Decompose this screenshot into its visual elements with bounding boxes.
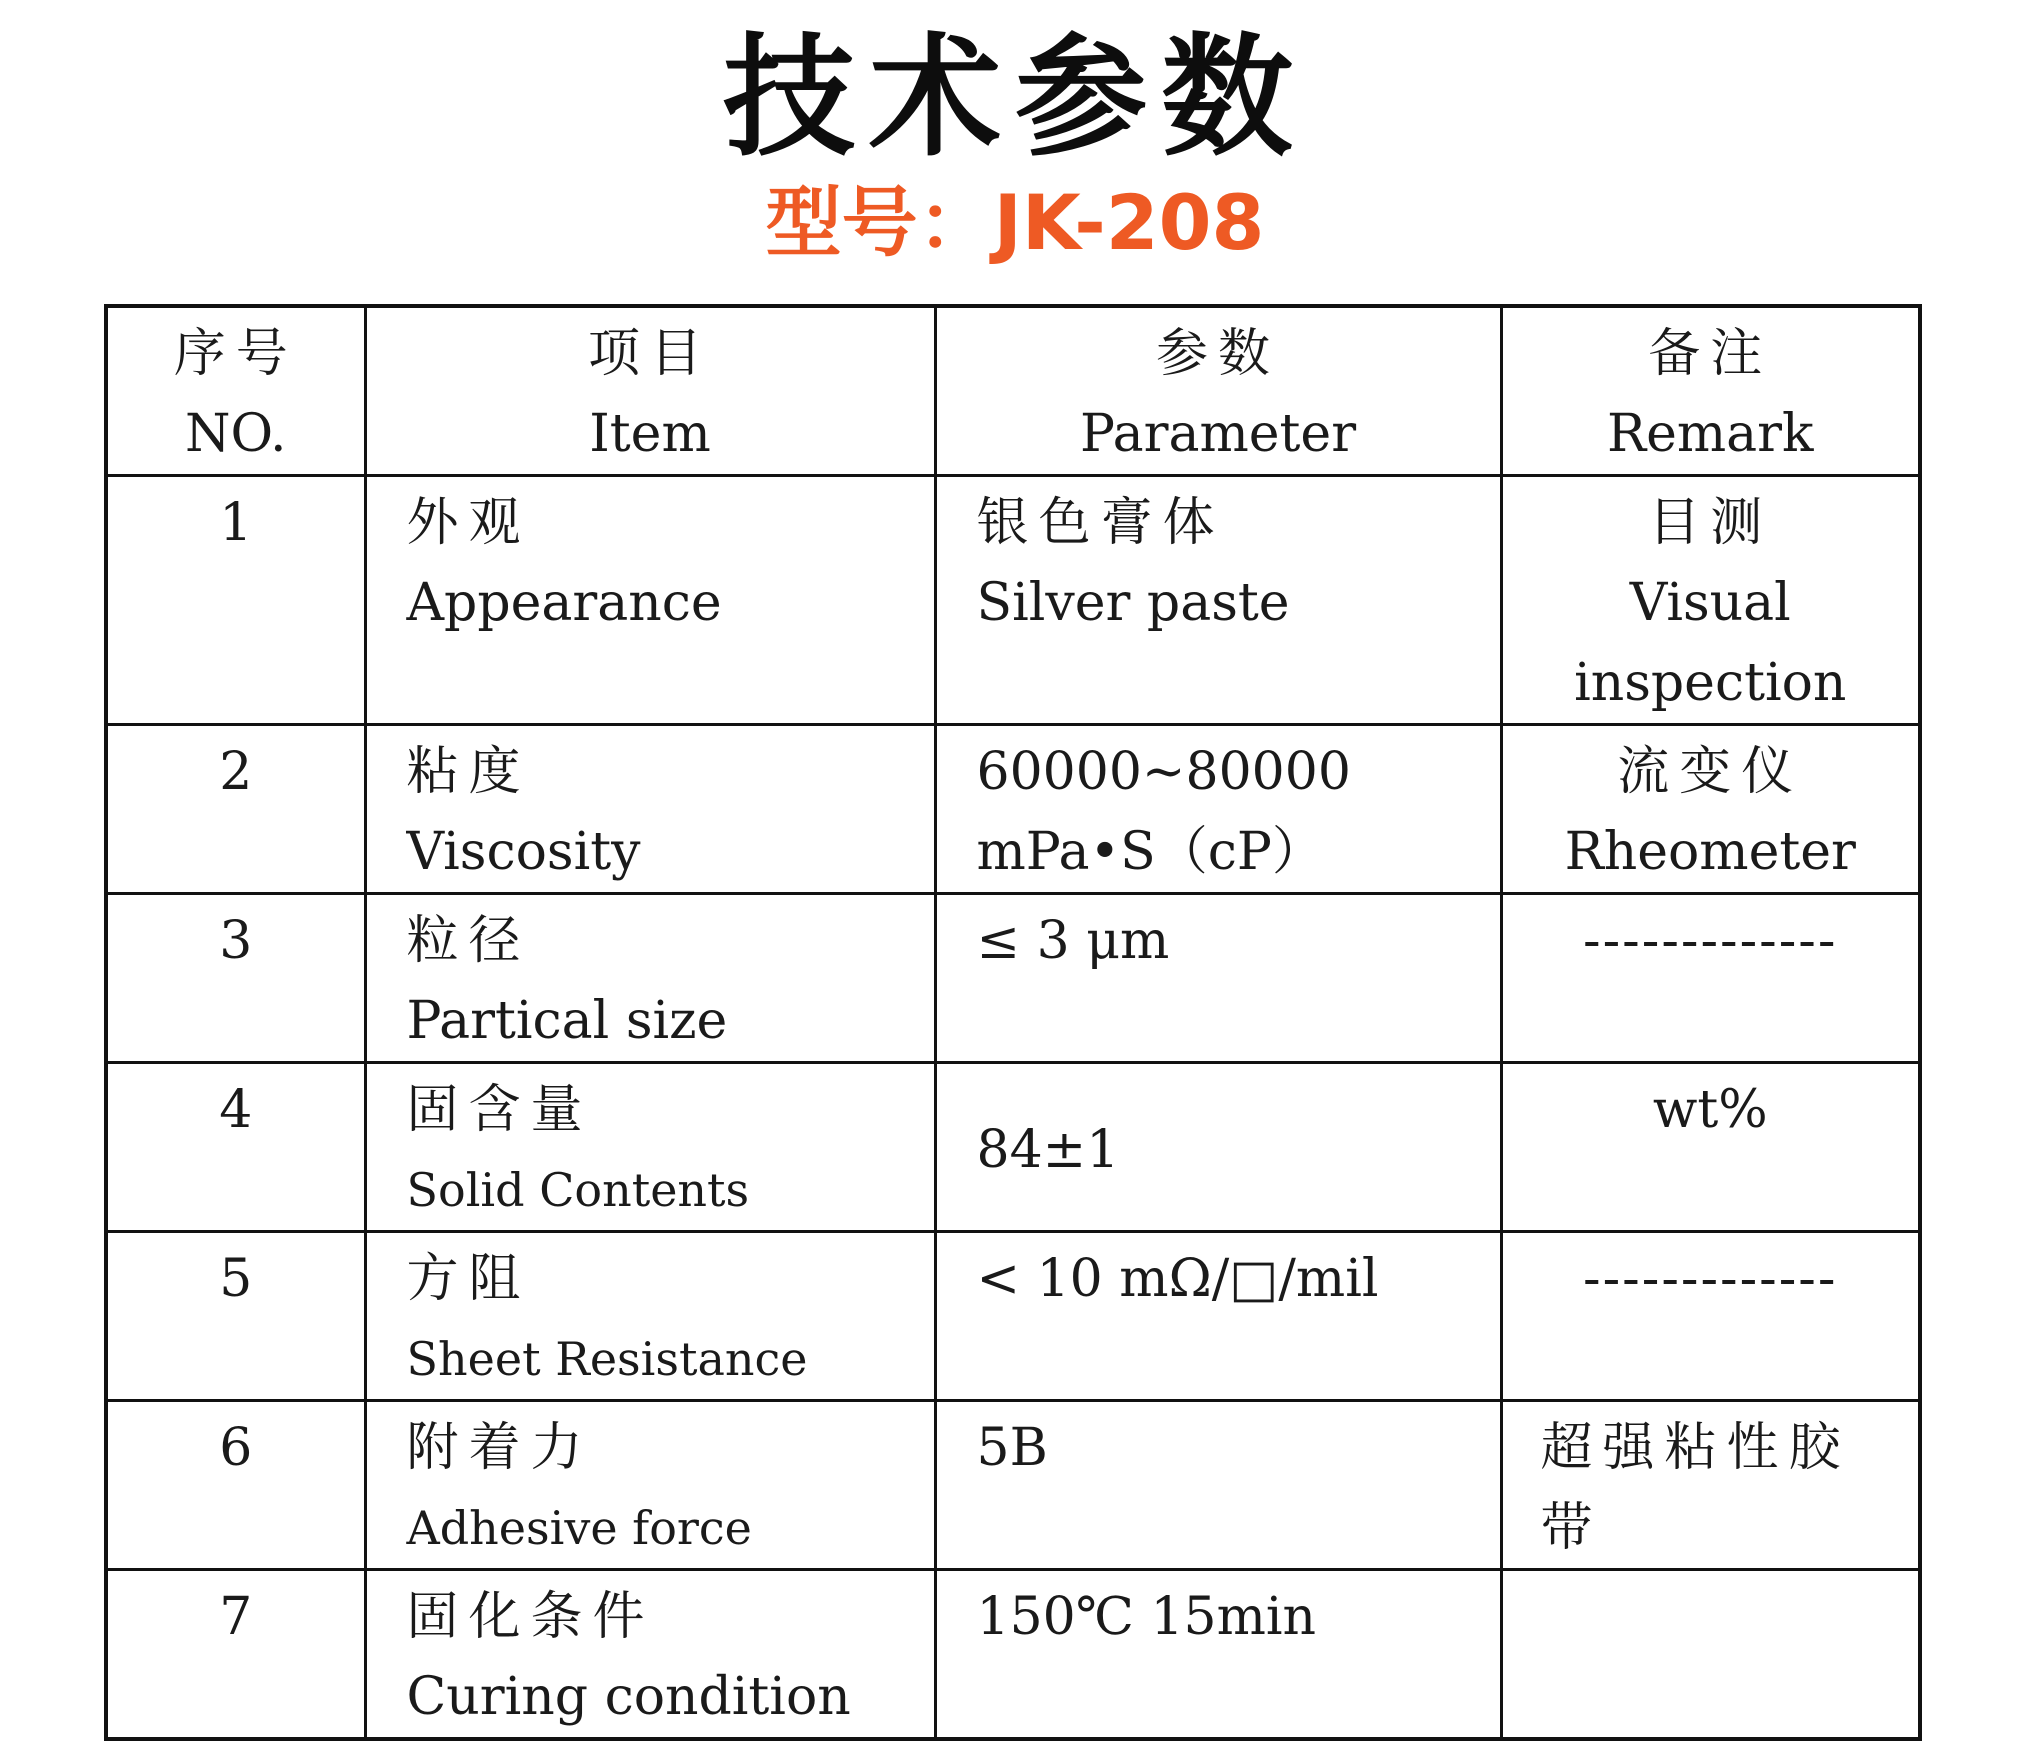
item-cell (365, 894, 935, 1063)
header-en: Parameter (1079, 404, 1357, 464)
parameter-cell (935, 1063, 1501, 1232)
row-number: 4 (219, 1080, 253, 1140)
remark-cell (1501, 725, 1920, 894)
item-name-zh: 固含量 (406, 1080, 593, 1140)
row-number: 2 (219, 742, 253, 802)
table-row (106, 725, 1920, 894)
remark-text: 流变仪 (1617, 742, 1804, 802)
remark-text: 超强粘性胶 (1540, 1418, 1851, 1478)
row-number-cell (106, 1063, 365, 1232)
row-number: 7 (219, 1587, 253, 1647)
item-cell (365, 725, 935, 894)
table-row (106, 1063, 1920, 1232)
parameter-value: < 10 mΩ/□/mil (976, 1249, 1379, 1309)
header-en: Remark (1606, 404, 1814, 464)
item-cell (365, 476, 935, 725)
item-cell (365, 1570, 935, 1740)
page-title: 技术参数 (723, 21, 1307, 175)
header-zh: 项目 (587, 324, 712, 384)
header-zh: 备注 (1648, 324, 1773, 384)
remark-text: 带 (1540, 1498, 1603, 1558)
parameter-cell (935, 476, 1501, 725)
parameter-cell (935, 1401, 1501, 1570)
item-name-en: Adhesive force (406, 1501, 752, 1555)
item-name-zh: 粒径 (406, 911, 531, 971)
row-number-cell (106, 476, 365, 725)
item-name-zh: 粘度 (406, 742, 531, 802)
item-name-zh: 方阻 (406, 1249, 531, 1309)
remark-cell (1501, 1232, 1920, 1401)
parameter-cell (935, 894, 1501, 1063)
item-name-zh: 固化条件 (406, 1587, 655, 1647)
remark-cell (1501, 1401, 1920, 1570)
parameter-value: 5B (976, 1418, 1048, 1478)
row-number-cell (106, 725, 365, 894)
remark-cell (1501, 894, 1920, 1063)
parameter-unit: mPa•S（cP） (976, 822, 1324, 882)
item-name-en: Solid Contents (406, 1163, 750, 1217)
row-number: 1 (219, 493, 253, 553)
item-cell (365, 1063, 935, 1232)
item-name-en: Viscosity (406, 822, 641, 882)
header-zh: 参数 (1155, 324, 1280, 384)
parameter-value: ≤ 3 μm (976, 911, 1170, 971)
row-number: 3 (219, 911, 253, 971)
remark-text: wt% (1652, 1080, 1768, 1140)
item-cell (365, 1232, 935, 1401)
header-zh: 序号 (173, 324, 298, 384)
parameter-value: 84±1 (976, 1120, 1120, 1180)
item-name-en: Appearance (406, 573, 722, 633)
remark-text: Rheometer (1564, 822, 1856, 882)
item-name-zh: 外观 (406, 493, 531, 553)
remark-text: inspection (1574, 653, 1847, 713)
row-number: 6 (219, 1418, 253, 1478)
row-number-cell (106, 1232, 365, 1401)
table-row (106, 894, 1920, 1063)
remark-cell (1501, 476, 1920, 725)
table-row (106, 1232, 1920, 1401)
row-number: 5 (219, 1249, 253, 1309)
table-row (106, 1401, 1920, 1570)
item-name-en: Partical size (406, 991, 728, 1051)
item-name-zh: 附着力 (406, 1418, 593, 1478)
parameter-value: 银色膏体 (976, 493, 1225, 553)
remark-text: 目测 (1648, 493, 1773, 553)
remark-dashes: ------------- (1583, 911, 1838, 971)
table-row (106, 476, 1920, 725)
item-name-en: Curing condition (406, 1667, 851, 1727)
header-no (106, 306, 365, 476)
remark-cell (1501, 1570, 1920, 1740)
item-cell (365, 1401, 935, 1570)
item-name-en: Sheet Resistance (406, 1332, 808, 1386)
table-row (106, 1570, 1920, 1740)
row-number-cell (106, 1401, 365, 1570)
parameter-cell (935, 1232, 1501, 1401)
parameter-value: Silver paste (976, 573, 1290, 633)
header-en: Item (589, 404, 711, 464)
remark-dashes: ------------- (1583, 1249, 1838, 1309)
header-remark (1501, 306, 1920, 476)
parameter-value: 60000~80000 (976, 742, 1351, 802)
header-parameter (935, 306, 1501, 476)
header-item (365, 306, 935, 476)
remark-cell (1501, 1063, 1920, 1232)
parameter-cell (935, 1570, 1501, 1740)
table-header-row (106, 306, 1920, 476)
row-number-cell (106, 1570, 365, 1740)
spec-table (104, 304, 1922, 1741)
remark-text: Visual (1629, 573, 1791, 633)
row-number-cell (106, 894, 365, 1063)
model-number: 型号：JK-208 (765, 178, 1265, 267)
parameter-value: 150℃ 15min (976, 1587, 1317, 1647)
parameter-cell (935, 725, 1501, 894)
header-en: NO. (184, 404, 287, 464)
